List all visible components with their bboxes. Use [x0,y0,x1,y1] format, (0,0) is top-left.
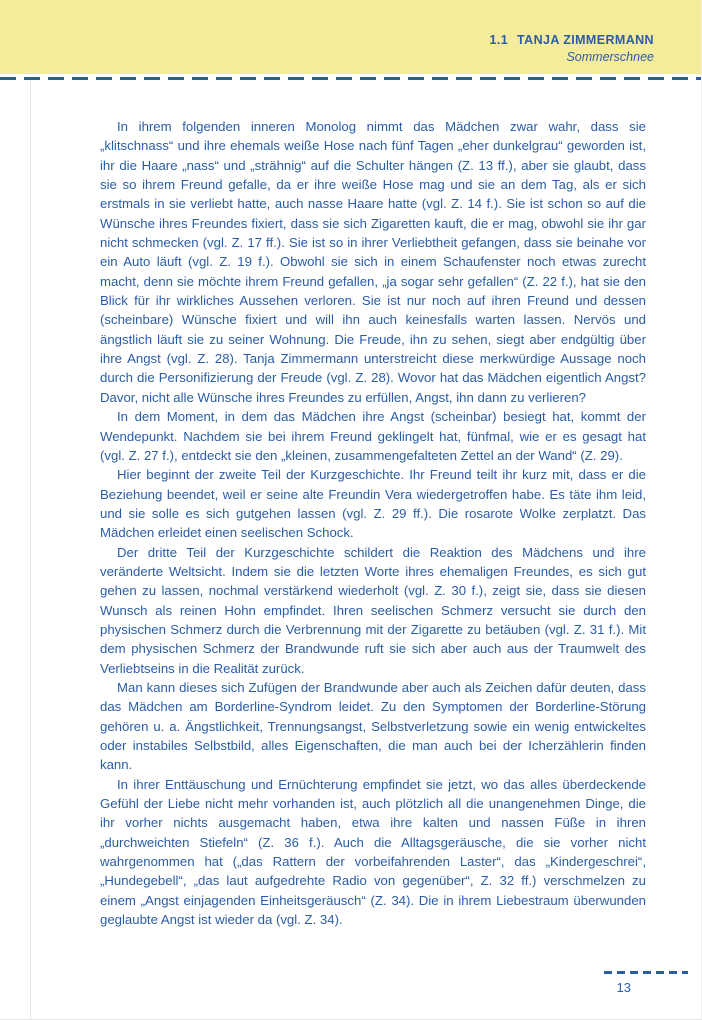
chapter-heading [489,32,654,49]
body-text [100,117,646,929]
section-number: 1.1 [489,33,509,47]
paragraph: In ihrem folgenden inneren Monolog nimmt das Mädchen zwar wahr, dass sie „klitschnass“ und ihre ehemals weiße Hose nach fünf Tagen „eher dunkelgrau“ geworden ist, ihr die Haare „nass“ und „strähnig“ auf die Schulter hängen (Z. 13 ff.), aber sie glaubt, dass sie so ihrem Freund gefalle, da er ihre weiße Hose mag und sie an dem Tag, als er sich erstmals in sie verliebt hatte, auch nasse Haare hatte (vgl. Z. 14 f.). Sie ist schon so auf die Wünsche ihres Freundes fixiert, dass sie sich Zigaretten kauft, die er mag, obwohl sie ihr gar nicht schmecken (vgl. Z. 17 ff.). Sie ist so in ihrer Verliebtheit gefangen, dass sie beinahe vor ein Auto läuft (vgl. Z. 19 f.). Obwohl sie sich in einem Schaufenster noch etwas zurecht macht, denn sie möchte ihrem Freund gefallen, „ja sogar sehr gefallen“ (Z. 22 f.), hat sie den Blick für ihr wirkliches Aussehen verloren. Sie ist nur noch auf ihren Freund und dessen (scheinbare) Wünsche fixiert und will ihn auch keinesfalls warten lassen. Nervös und ängstlich läuft sie zu seiner Wohnung. Die Freude, ihn zu sehen, siegt aber endgültig über ihre Angst (vgl. Z. 28). Tanja Zimmermann unterstreicht diese merkwürdige Aussage noch durch die Personifizierung der Freude (vgl. Z. 28). Wovor hat das Mädchen eigentlich Angst? Davor, nicht alle Wünsche ihres Freundes zu erfüllen, Angst, ihn dann zu verlieren? [100,119,646,405]
dashed-header-rule [0,77,701,80]
dashed-footer-rule [604,971,688,974]
paragraph: Hier beginnt der zweite Teil der Kurzgeschichte. Ihr Freund teilt ihr kurz mit, dass er die Beziehung beendet, weil er seine alte Freundin Vera wiedergetroffen habe. Es täte ihm leid, und sie solle es sich gutgehen lassen (vgl. Z. 29 ff.). Die rosarote Wolke zerplatzt. Das Mädchen erleidet einen seelischen Schock. [100,467,646,541]
paragraph: In ihrer Enttäuschung und Ernüchterung empfindet sie jetzt, wo das alles überdeckende Gefühl der Liebe nicht mehr vorhanden ist, auch plötzlich all die unangenehmen Dinge, die ihr vorher nichts ausgemacht haben, etwa ihre kalten und nassen Füße in ihren „durchweichten Stiefeln“ (Z. 36 f.). Auch die Alltagsgeräusche, die sie vorher nicht wahrgenommen hat („das Rattern der vorbeifahrenden Laster“, das „Kindergeschrei“, „Hundegebell“, „das laut aufgedrehte Radio von gegenüber“, Z. 32 ff.) verschmelzen zu einem „Angst einjagenden Einheitsgeräusch“ (Z. 34). Die in ihrem Liebestraum überwunden geglaubte Angst ist wieder da (vgl. Z. 34). [100,776,646,928]
paragraph: Der dritte Teil der Kurzgeschichte schildert die Reaktion des Mädchens und ihre veränderte Weltsicht. Indem sie die letzten Worte ihres ehemaligen Freundes, es sich gut gehen zu lassen, nochmal verstärkend wiederholt (vgl. Z. 30 f.), zeigt sie, dass sie diesen Wunsch als reinen Hohn empfindet. Ihren seelischen Schmerz versucht sie durch den physischen Schmerz durch die Verbrennung mit der Zigarette zu betäuben (vgl. Z. 31 f.). Mit dem physischen Schmerz der Brandwunde ruft sie sich aber auch aus der Traumwelt des Verliebtseins in die Realität zurück. [100,544,646,676]
chapter-header [0,0,701,74]
paragraph: Man kann dieses sich Zufügen der Brandwunde aber auch als Zeichen dafür deuten, dass das Mädchen am Borderline-Syndrom leidet. Zu den Symptomen der Borderline-Störung gehören u. a. Ängstlichkeit, Trennungsangst, Selbstverletzung sowie ein wenig entwickeltes oder instabiles Selbstbild, alles Eigenschaften, die man auch bei der Icherzählerin finden kann. [100,679,646,773]
page-number: 13 [616,980,631,995]
paragraph: In dem Moment, in dem das Mädchen ihre Angst (scheinbar) besiegt hat, kommt der Wendepunkt. Nachdem sie bei ihrem Freund geklingelt hat, fünfmal, wie er es gesagt hat (vgl. Z. 27 f.), entdeckt sie den „kleinen, zusammengefalteten Zettel an der Wand“ (Z. 29). [100,409,646,463]
chapter-author: TANJA ZIMMERMANN [517,33,654,47]
work-title: Sommerschnee [566,50,654,64]
page-edge-line [30,76,31,1019]
